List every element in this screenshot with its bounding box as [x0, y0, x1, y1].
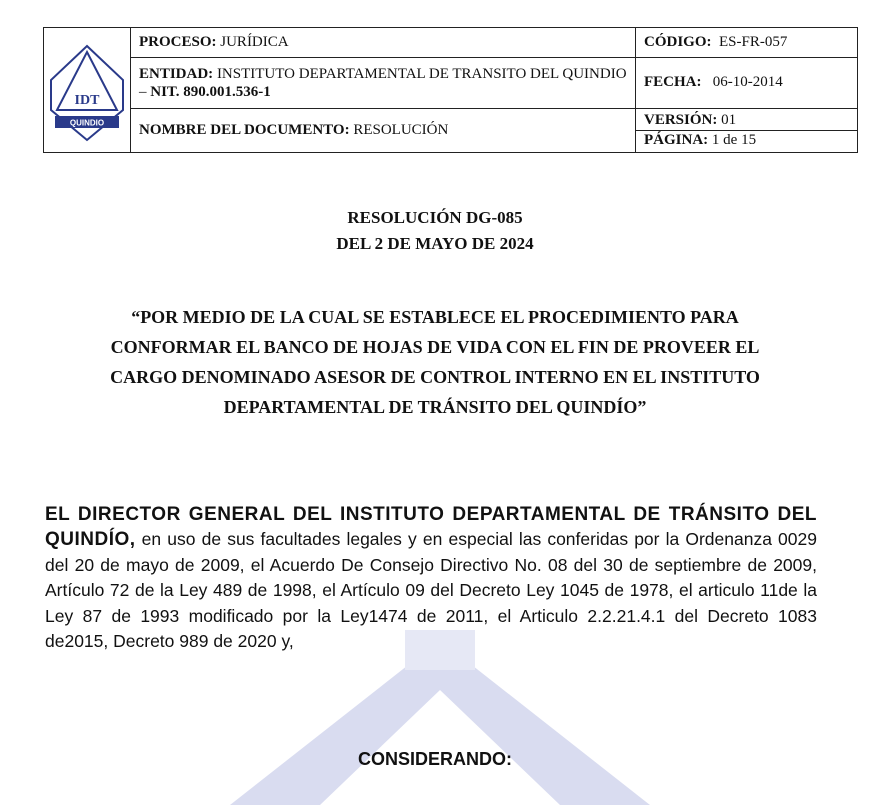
- nombre-documento-cell: NOMBRE DEL DOCUMENTO: RESOLUCIÓN: [131, 108, 636, 152]
- fecha-cell: FECHA: 06-10-2014: [636, 58, 858, 108]
- resolution-title: [0, 205, 870, 257]
- pagina-line: PÁGINA: 1 de 15: [636, 130, 857, 150]
- codigo-cell: CÓDIGO: ES-FR-057: [636, 28, 858, 58]
- svg-text:IDT: IDT: [74, 92, 100, 108]
- preamble-lead: EL DIRECTOR GENERAL DEL INSTITUTO DEPARTAMENTAL DE TRÁNSITO DEL QUINDÍO,: [45, 503, 817, 550]
- entidad-cell: ENTIDAD: INSTITUTO DEPARTAMENTAL DE TRANSITO DEL QUINDIO – NIT. 890.001.536-1: [131, 58, 636, 108]
- preamble-paragraph: [45, 502, 817, 655]
- proceso-cell: PROCESO: JURÍDICA: [131, 28, 636, 58]
- idt-logo-icon: [45, 32, 129, 144]
- resolution-subject: “POR MEDIO DE LA CUAL SE ESTABLECE EL PROCEDIMIENTO PARA CONFORMAR EL BANCO DE HOJAS DE VIDA CON EL FIN DE PROVEER EL CARGO DENOMINADO ASESOR DE CONTROL INTERNO EN EL INSTITUTO DEPARTAMENTAL DE TRÁNSITO DEL QUINDÍO”: [110, 307, 760, 417]
- logo-cell: [44, 28, 131, 153]
- preamble-text: en uso de sus facultades legales y en especial las conferidas por la Ordenanza 0029 del 20 de mayo de 2009, el Acuerdo De Consejo Directivo No. 08 del 30 de septiembre de 2009, Artículo 72 de la Ley 489 de 1998, el Artículo 09 del Decreto Ley 1045 de 1978, el articulo 11de la Ley 87 de 1993 modificado por la Ley1474 de 2011, el Articulo 2.2.21.4.1 del Decreto 1083 de2015, Decreto 989 de 2020 y,: [45, 529, 817, 651]
- version-line: VERSIÓN: 01: [644, 111, 737, 128]
- watermark-logo: [230, 630, 650, 805]
- resolution-date: DEL 2 DE MAYO DE 2024: [336, 234, 534, 253]
- considerando-heading: CONSIDERANDO:: [357, 749, 512, 769]
- resolution-number: RESOLUCIÓN DG-085: [347, 208, 523, 227]
- version-pagina-cell: [636, 108, 858, 152]
- document-header-table: [43, 27, 858, 153]
- svg-text:QUINDIO: QUINDIO: [69, 118, 105, 127]
